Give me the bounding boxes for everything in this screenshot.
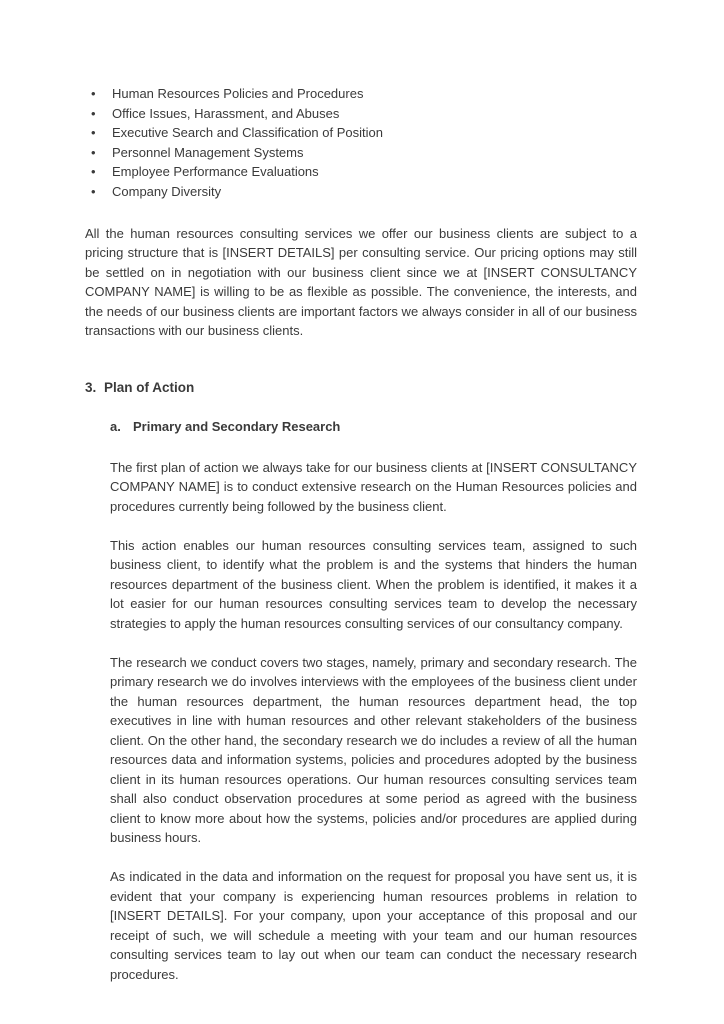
paragraph: The research we conduct covers two stages, namely, primary and secondary research. The primary research we do involves interviews with the employees of the business client under the human resources department, the human resources department head, the top executives in line with human resources and other relevant stakeholders of the business client. On the other hand, the secondary research we do includes a review of all the human resources data and information systems, policies and procedures adopted by the business client in its human resources operations. Our human resources consulting services team shall also conduct observation procedures at some period as agreed with the business client to know more about how the systems, policies and/or procedures are applied during business hours. [110, 654, 637, 846]
list-item [85, 143, 637, 163]
bullet-icon: • [91, 105, 96, 121]
list-item [85, 123, 637, 143]
subsection-heading-research [110, 417, 637, 437]
paragraph: As indicated in the data and information on the request for proposal you have sent us, it is evident that your company is experiencing human resources problems in relation to [INSERT DETAILS]. For your company, upon your acceptance of this proposal and our receipt of such, we will schedule a meeting with your team and our human resources consulting services team to lay out when our team can conduct the necessary research procedures. [110, 869, 637, 982]
section-number: 3. [85, 379, 97, 395]
list-item-text: Office Issues, Harassment, and Abuses [112, 105, 340, 121]
services-bullet-list [85, 84, 637, 202]
list-item-text: Human Resources Policies and Procedures [112, 86, 364, 101]
document-content [85, 84, 637, 1004]
list-item [85, 84, 637, 104]
bullet-icon: • [91, 86, 96, 101]
subsection-title: Primary and Secondary Research [133, 419, 341, 435]
list-item-text: Employee Performance Evaluations [112, 164, 319, 180]
list-item [85, 162, 637, 182]
list-item [85, 182, 637, 202]
list-item-text: Executive Search and Classification of Position [112, 125, 383, 141]
subsection-letter: a. [110, 419, 121, 435]
list-item-text: Personnel Management Systems [112, 144, 304, 160]
bullet-icon: • [91, 183, 96, 199]
bullet-icon: • [91, 125, 96, 141]
intro-paragraph: All the human resources consulting services we offer our business clients are subject to a pricing structure that is [INSERT DETAILS] per consulting service. Our pricing options may still be settled on in negotiation with our business client since we at [INSERT CONSULTANCY COMPANY NAME] is willing to be as flexible as possible. The convenience, the interests, and the needs of our business clients are important factors we always consider in all of our business transactions with our business clients. [85, 225, 637, 339]
list-item [85, 104, 637, 124]
paragraph: This action enables our human resources consulting services team, assigned to such business client, to identify what the problem is and the systems that hinders the human resources department of the business client. When the problem is identified, it makes it a lot easier for our human resources consulting services team to develop the necessary strategies to apply the human resources consulting services of our consultancy company. [110, 537, 637, 631]
bullet-icon: • [91, 144, 96, 160]
section-title: Plan of Action [104, 379, 195, 395]
bullet-icon: • [91, 164, 96, 180]
section-heading-plan-of-action [85, 378, 637, 398]
list-item-text: Company Diversity [112, 183, 222, 199]
paragraph: The first plan of action we always take for our business clients at [INSERT CONSULTANCY COMPANY NAME] is to conduct extensive research on the Human Resources policies and procedures currently being followed by the business client. [110, 459, 637, 514]
